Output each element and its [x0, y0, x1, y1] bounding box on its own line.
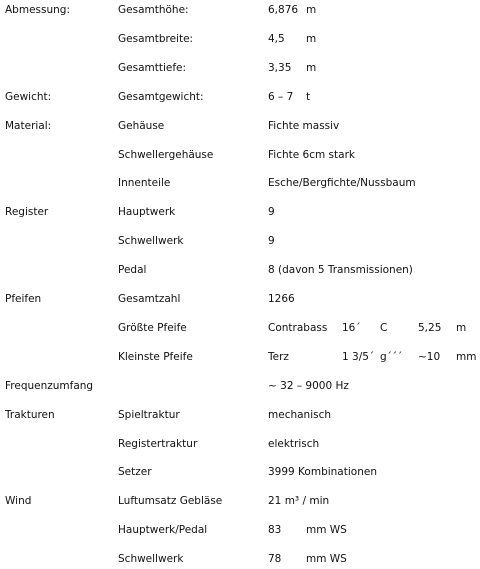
category-label: Material: [5, 119, 52, 132]
property-value-part: m [306, 4, 317, 16]
property-label: Gesamtzahl [118, 293, 181, 305]
property-label: Gesamtgewicht: [118, 90, 204, 103]
property-value: elektrisch [268, 437, 320, 450]
category-label: Abmessung: [5, 4, 70, 16]
spec-row [0, 347, 480, 367]
property-value: 3,35 [268, 61, 292, 74]
property-label: Gehäuse [118, 119, 165, 132]
property-value-part: mm WS [306, 524, 347, 537]
property-value-part: C [380, 321, 388, 334]
property-value: 9 [268, 206, 275, 219]
spec-row [0, 260, 480, 280]
category-label: Wind [5, 495, 32, 508]
property-value: 8 (davon 5 Transmissionen) [268, 264, 413, 277]
property-label: Registertraktur [118, 437, 198, 450]
spec-row [0, 116, 480, 136]
property-value-part: m [456, 321, 467, 334]
property-value: 83 [268, 524, 282, 537]
category-label: Gewicht: [5, 90, 52, 103]
property-value: Fichte massiv [268, 119, 340, 132]
spec-row [0, 231, 480, 251]
property-value: Fichte 6cm stark [268, 148, 355, 161]
property-value-part: mm [456, 350, 477, 363]
property-value-part: t [306, 90, 311, 103]
property-value: 3999 Kombinationen [268, 466, 377, 479]
property-value: ~ 32 – 9000 Hz [268, 379, 349, 392]
property-label: Innenteile [118, 177, 171, 190]
property-value: 6 – 7 [268, 90, 294, 103]
spec-row [0, 58, 480, 78]
spec-row [0, 405, 480, 425]
property-label: Hauptwerk [118, 206, 176, 219]
spec-row [0, 434, 480, 454]
spec-row [0, 0, 480, 20]
property-label: Hauptwerk/Pedal [118, 524, 208, 537]
spec-row [0, 87, 480, 107]
property-value: mechanisch [268, 408, 332, 421]
property-label: Schwellergehäuse [118, 148, 214, 161]
property-label: Pedal [118, 264, 147, 277]
property-value: 21 m³ / min [268, 495, 330, 508]
spec-row [0, 173, 480, 193]
property-value: 6,876 [268, 4, 299, 16]
spec-row [0, 520, 480, 540]
property-label: Luftumsatz Gebläse [118, 495, 223, 508]
spec-row [0, 376, 480, 396]
spec-row [0, 202, 480, 222]
property-value-part: m [306, 61, 317, 74]
property-label: Setzer [118, 466, 152, 479]
property-value: 9 [268, 235, 275, 248]
spec-row [0, 462, 480, 482]
property-value-part: mm WS [306, 553, 347, 566]
property-label: Kleinste Pfeife [118, 350, 193, 363]
property-label: Gesamthöhe: [118, 4, 189, 16]
property-label: Schwellwerk [118, 553, 184, 566]
property-value: 78 [268, 553, 282, 566]
spec-row [0, 29, 480, 49]
spec-row [0, 145, 480, 165]
property-label: Größte Pfeife [118, 321, 187, 334]
property-value-part: 1 3/5´ [342, 350, 375, 363]
property-value-part: 5,25 [418, 321, 442, 334]
property-value-part: ~10 [418, 350, 441, 363]
property-value: Terz [268, 350, 289, 363]
category-label: Frequenzumfang [5, 379, 94, 392]
property-label: Gesamtbreite: [118, 32, 194, 45]
property-value-part: 16´ [342, 321, 361, 334]
category-label: Trakturen [5, 408, 55, 421]
property-value: Contrabass [268, 321, 328, 334]
property-value-part: g´´´ [380, 350, 403, 363]
property-value-part: m [306, 32, 317, 45]
category-label: Register [5, 206, 49, 219]
property-value: Esche/Bergfichte/Nussbaum [268, 177, 416, 190]
category-label: Pfeifen [5, 293, 42, 305]
property-label: Gesamttiefe: [118, 61, 187, 74]
property-label: Spieltraktur [118, 408, 180, 421]
spec-row [0, 318, 480, 338]
spec-row [0, 289, 480, 309]
property-label: Schwellwerk [118, 235, 184, 248]
spec-row [0, 491, 480, 511]
property-value: 4,5 [268, 32, 285, 45]
spec-row [0, 549, 480, 569]
property-value: 1266 [268, 293, 295, 305]
